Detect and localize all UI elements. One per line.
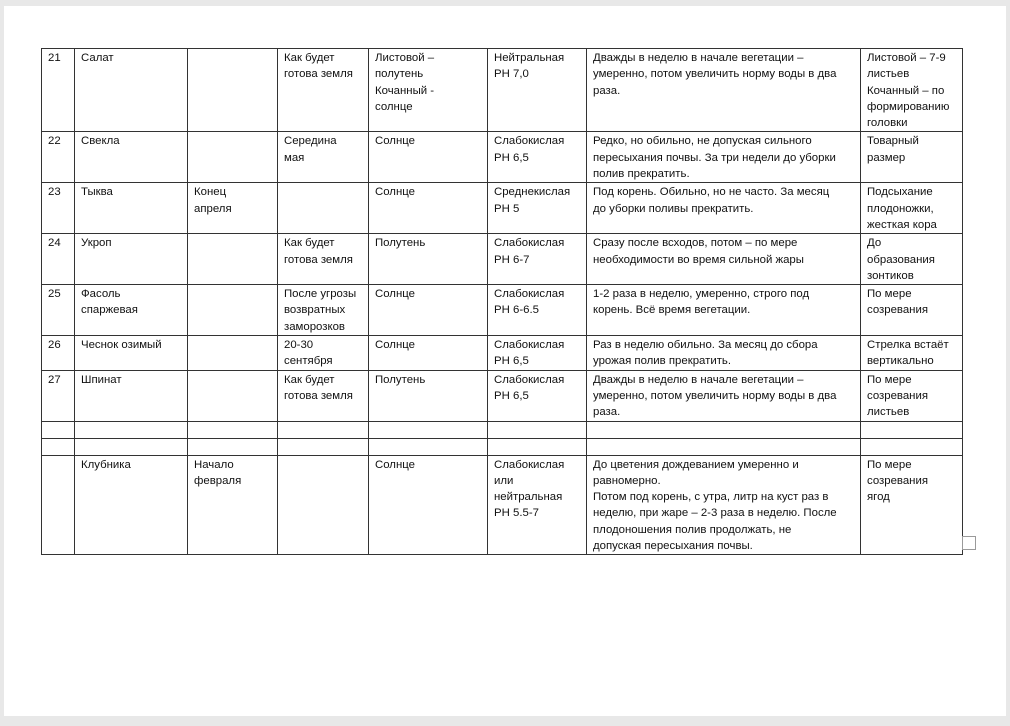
- harvest-cell: [861, 132, 963, 183]
- table-row: [42, 234, 963, 285]
- cell-text-line: плодоношения полив продолжать, не: [593, 523, 792, 536]
- harvest-cell: [861, 234, 963, 285]
- soil-acidity-cell: [488, 336, 587, 371]
- cell-text-line: Чеснок озимый: [81, 339, 162, 352]
- cell-text-line: жесткая кора: [867, 218, 937, 231]
- cell-text-line: Раз в неделю обильно. За месяц до сбора: [593, 339, 818, 352]
- cell-text-line: Конец: [194, 186, 227, 199]
- harvest-cell: [861, 370, 963, 421]
- cell-text-line: Под корень. Обильно, но не часто. За месяц: [593, 186, 830, 199]
- cell-text-line: Свекла: [81, 135, 120, 148]
- harvest-cell: [861, 285, 963, 336]
- plant-name-cell: [75, 421, 188, 438]
- sowing-date-cell: [188, 421, 278, 438]
- plant-name-cell: [75, 455, 188, 555]
- table-row: [42, 183, 963, 234]
- cell-text-line: Солнце: [375, 135, 415, 148]
- plant-name-cell: [75, 183, 188, 234]
- cell-text-line: формированию: [867, 100, 950, 113]
- row-number-cell: [42, 336, 75, 371]
- cell-text-line: Укроп: [81, 237, 112, 250]
- cell-text-line: листьев: [867, 68, 910, 81]
- cell-text-line: По мере: [867, 458, 912, 471]
- cell-text-line: По мере: [867, 288, 912, 301]
- cell-text-line: умеренно, потом увеличить норму воды в два: [593, 389, 837, 402]
- cell-text-line: Слабокислая: [494, 237, 565, 250]
- cell-text-line: Салат: [81, 52, 114, 64]
- sowing-date-cell: [188, 285, 278, 336]
- cell-text-line: равномерно.: [593, 474, 661, 487]
- table-row: [42, 132, 963, 183]
- soil-acidity-cell: [488, 183, 587, 234]
- planting-date-cell: [278, 370, 369, 421]
- cell-text-line: Слабокислая: [494, 373, 565, 386]
- harvest-cell: [861, 438, 963, 455]
- harvest-cell: [861, 49, 963, 132]
- plant-name-cell: [75, 285, 188, 336]
- soil-acidity-cell: [488, 421, 587, 438]
- cell-text-line: Полутень: [375, 237, 426, 250]
- sowing-date-cell: [188, 234, 278, 285]
- row-number-cell: [42, 49, 75, 132]
- cell-text-line: головки: [867, 117, 908, 130]
- table-row: [42, 370, 963, 421]
- watering-cell: [587, 455, 861, 555]
- cell-text-line: готова земля: [284, 68, 353, 81]
- cell-text-line: умеренно, потом увеличить норму воды в два: [593, 68, 837, 81]
- cell-text-line: PH 5: [494, 202, 520, 215]
- cell-text-line: PH 5.5-7: [494, 507, 539, 520]
- sowing-date-cell: [188, 49, 278, 132]
- cell-text-line: Листовой –: [375, 52, 435, 64]
- cell-text-line: Солнце: [375, 288, 415, 301]
- row-number-cell: [42, 370, 75, 421]
- cell-text-line: 1-2 раза в неделю, умеренно, строго под: [593, 288, 810, 301]
- row-number-cell: [42, 234, 75, 285]
- light-cell: [369, 183, 488, 234]
- cell-text-line: урожая полив прекратить.: [593, 355, 732, 368]
- light-cell: [369, 132, 488, 183]
- cell-text-line: готова земля: [284, 253, 353, 266]
- light-cell: [369, 370, 488, 421]
- sowing-date-cell: [188, 455, 278, 555]
- cell-text-line: 26: [48, 339, 61, 352]
- cell-text-line: допуская пересыхания почвы.: [593, 540, 753, 553]
- cell-text-line: плодоножки,: [867, 202, 934, 215]
- harvest-cell: [861, 421, 963, 438]
- soil-acidity-cell: [488, 234, 587, 285]
- cell-text-line: апреля: [194, 202, 232, 215]
- row-number-cell: [42, 285, 75, 336]
- row-number-cell: [42, 455, 75, 555]
- planting-date-cell: [278, 49, 369, 132]
- sowing-date-cell: [188, 370, 278, 421]
- plant-name-cell: [75, 438, 188, 455]
- cell-text-line: Солнце: [375, 458, 415, 471]
- plant-name-cell: [75, 234, 188, 285]
- cell-text-line: Среднекислая: [494, 186, 571, 199]
- cell-text-line: заморозков: [284, 320, 345, 333]
- light-cell: [369, 234, 488, 285]
- light-cell: [369, 421, 488, 438]
- cell-text-line: Редко, но обильно, не допуская сильного: [593, 135, 812, 148]
- cell-text-line: Начало: [194, 458, 234, 471]
- cell-text-line: Слабокислая: [494, 339, 565, 352]
- soil-acidity-cell: [488, 455, 587, 555]
- cell-text-line: готова земля: [284, 389, 353, 402]
- harvest-cell: [861, 183, 963, 234]
- cell-text-line: зонтиков: [867, 269, 914, 282]
- plant-name-cell: [75, 132, 188, 183]
- plant-name-cell: [75, 336, 188, 371]
- cell-text-line: февраля: [194, 474, 242, 487]
- cell-text-line: 21: [48, 52, 61, 64]
- row-end-marker: [962, 536, 976, 550]
- table-body: [42, 49, 963, 555]
- cell-text-line: Середина: [284, 135, 337, 148]
- cell-text-line: Сразу после всходов, потом – по мере: [593, 237, 798, 250]
- row-number-cell: [42, 132, 75, 183]
- cell-text-line: неделю, при жаре – 2-3 раза в неделю. После: [593, 507, 837, 520]
- cell-text-line: Как будет: [284, 237, 335, 250]
- watering-cell: [587, 234, 861, 285]
- cell-text-line: Нейтральная: [494, 52, 565, 64]
- light-cell: [369, 49, 488, 132]
- watering-cell: [587, 183, 861, 234]
- cell-text-line: 27: [48, 373, 61, 386]
- harvest-cell: [861, 455, 963, 555]
- cell-text-line: корень. Всё время вегетации.: [593, 304, 751, 317]
- cell-text-line: Слабокислая: [494, 135, 565, 148]
- watering-cell: [587, 49, 861, 132]
- planting-date-cell: [278, 285, 369, 336]
- sowing-date-cell: [188, 183, 278, 234]
- watering-cell: [587, 336, 861, 371]
- plant-care-table: [41, 48, 963, 555]
- table-row: [42, 49, 963, 132]
- row-number-cell: [42, 421, 75, 438]
- table-row: [42, 438, 963, 455]
- cell-text-line: 24: [48, 237, 61, 250]
- cell-text-line: ягод: [867, 491, 890, 504]
- cell-text-line: До цветения дождеванием умеренно и: [593, 458, 799, 471]
- cell-text-line: сентября: [284, 355, 333, 368]
- document-page: [4, 6, 1006, 716]
- cell-text-line: PH 6,5: [494, 151, 529, 164]
- planting-date-cell: [278, 421, 369, 438]
- watering-cell: [587, 285, 861, 336]
- planting-date-cell: [278, 438, 369, 455]
- sowing-date-cell: [188, 336, 278, 371]
- cell-text-line: спаржевая: [81, 304, 138, 317]
- cell-text-line: размер: [867, 151, 906, 164]
- cell-text-line: Слабокислая: [494, 288, 565, 301]
- cell-text-line: Дважды в неделю в начале вегетации –: [593, 373, 804, 386]
- cell-text-line: Подсыхание: [867, 186, 933, 199]
- row-number-cell: [42, 438, 75, 455]
- cell-text-line: Товарный: [867, 135, 919, 148]
- cell-text-line: Кочанный – по: [867, 84, 945, 97]
- cell-text-line: листьев: [867, 406, 910, 419]
- cell-text-line: пересыхания почвы. За три недели до уборки: [593, 151, 836, 164]
- cell-text-line: Фасоль: [81, 288, 121, 301]
- light-cell: [369, 438, 488, 455]
- cell-text-line: Солнце: [375, 339, 415, 352]
- planting-date-cell: [278, 455, 369, 555]
- cell-text-line: PH 7,0: [494, 68, 529, 81]
- cell-text-line: до уборки поливы прекратить.: [593, 202, 754, 215]
- plant-name-cell: [75, 370, 188, 421]
- cell-text-line: Клубника: [81, 458, 131, 471]
- light-cell: [369, 285, 488, 336]
- cell-text-line: По мере: [867, 373, 912, 386]
- soil-acidity-cell: [488, 132, 587, 183]
- sowing-date-cell: [188, 132, 278, 183]
- watering-cell: [587, 132, 861, 183]
- cell-text-line: PH 6,5: [494, 389, 529, 402]
- cell-text-line: необходимости во время сильной жары: [593, 253, 804, 266]
- cell-text-line: раза.: [593, 84, 621, 97]
- cell-text-line: Потом под корень, с утра, литр на куст раз в: [593, 491, 829, 504]
- cell-text-line: полив прекратить.: [593, 168, 690, 181]
- soil-acidity-cell: [488, 285, 587, 336]
- cell-text-line: возвратных: [284, 304, 346, 317]
- cell-text-line: вертикально: [867, 355, 934, 368]
- cell-text-line: Стрелка встаёт: [867, 339, 949, 352]
- row-number-cell: [42, 183, 75, 234]
- cell-text-line: До: [867, 237, 882, 250]
- cell-text-line: мая: [284, 151, 305, 164]
- cell-text-line: PH 6-6.5: [494, 304, 539, 317]
- plant-name-cell: [75, 49, 188, 132]
- watering-cell: [587, 421, 861, 438]
- cell-text-line: PH 6,5: [494, 355, 529, 368]
- cell-text-line: Как будет: [284, 52, 335, 64]
- watering-cell: [587, 370, 861, 421]
- cell-text-line: 20-30: [284, 339, 314, 352]
- light-cell: [369, 455, 488, 555]
- planting-date-cell: [278, 336, 369, 371]
- light-cell: [369, 336, 488, 371]
- table-row: [42, 455, 963, 555]
- planting-date-cell: [278, 183, 369, 234]
- harvest-cell: [861, 336, 963, 371]
- cell-text-line: Слабокислая: [494, 458, 565, 471]
- cell-text-line: солнце: [375, 100, 413, 113]
- soil-acidity-cell: [488, 370, 587, 421]
- cell-text-line: Как будет: [284, 373, 335, 386]
- sowing-date-cell: [188, 438, 278, 455]
- soil-acidity-cell: [488, 438, 587, 455]
- cell-text-line: Полутень: [375, 373, 426, 386]
- cell-text-line: 25: [48, 288, 61, 301]
- cell-text-line: После угрозы: [284, 288, 357, 301]
- cell-text-line: созревания: [867, 474, 929, 487]
- cell-text-line: созревания: [867, 389, 929, 402]
- planting-date-cell: [278, 132, 369, 183]
- cell-text-line: или: [494, 474, 514, 487]
- cell-text-line: нейтральная: [494, 491, 563, 504]
- soil-acidity-cell: [488, 49, 587, 132]
- table-row: [42, 336, 963, 371]
- cell-text-line: Листовой – 7-9: [867, 52, 946, 64]
- cell-text-line: полутень: [375, 68, 424, 81]
- cell-text-line: 22: [48, 135, 61, 148]
- watering-cell: [587, 438, 861, 455]
- cell-text-line: PH 6-7: [494, 253, 530, 266]
- cell-text-line: Дважды в неделю в начале вегетации –: [593, 52, 804, 64]
- cell-text-line: Солнце: [375, 186, 415, 199]
- cell-text-line: Шпинат: [81, 373, 122, 386]
- cell-text-line: образования: [867, 253, 935, 266]
- cell-text-line: Кочанный -: [375, 84, 435, 97]
- cell-text-line: созревания: [867, 304, 929, 317]
- cell-text-line: раза.: [593, 406, 621, 419]
- cell-text-line: Тыква: [81, 186, 113, 199]
- table-row: [42, 421, 963, 438]
- cell-text-line: 23: [48, 186, 61, 199]
- table-row: [42, 285, 963, 336]
- planting-date-cell: [278, 234, 369, 285]
